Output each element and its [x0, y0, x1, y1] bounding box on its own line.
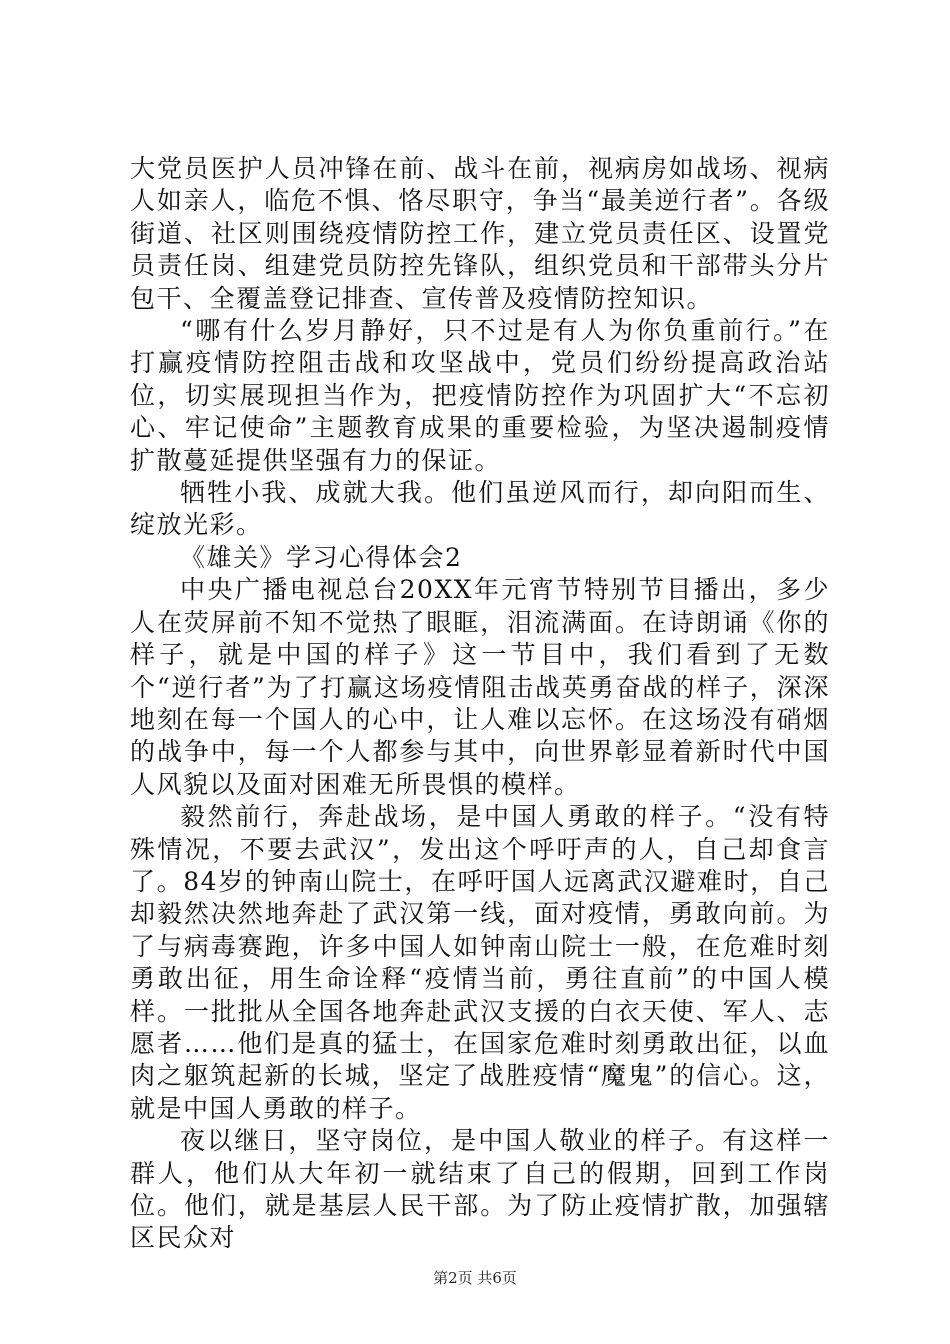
- paragraph-broadcast: 中央广播电视总台20XX年元宵节特别节目播出，多少人在荧屏前不知不觉热了眼眶，泪流满面。在诗朗诵《你的样子，就是中国的样子》这一节目中，我们看到了无数个“逆行者”为了打赢这场疫情阻击战英勇奋战的样子，深深地刻在每一个国人的心中，让人难以忘怀。在这场没有硝烟的战争中，每一个人都参与其中，向世界彰显着新时代中国人风貌以及面对困难无所畏惧的模样。: [130, 575, 830, 799]
- document-body: [130, 153, 830, 1255]
- paragraph-courage: 毅然前行，奔赴战场，是中国人勇敢的样子。“没有特殊情况，不要去武汉”，发出这个呼吁声的人，自己却食言了。84岁的钟南山院士，在呼吁国人远离武汉避难时，自己却毅然决然地奔赴了武汉第一线，面对疫情，勇敢向前。为了与病毒赛跑，许多中国人如钟南山院士一般，在危难时刻勇敢出征，用生命诠释“疫情当前，勇往直前”的中国人模样。一批批从全国各地奔赴武汉支援的白衣天使、军人、志愿者……他们是真的猛士，在国家危难时刻勇敢出征，以血肉之躯筑起新的长城，坚定了战胜疫情“魔鬼”的信心。这，就是中国人勇敢的样子。: [130, 802, 830, 1123]
- section-heading: 《雄关》学习心得体会2: [180, 542, 463, 572]
- page-footer: 第2页 共6页: [433, 1269, 517, 1287]
- paragraph-sacrifice: 牺牲小我、成就大我。他们虽逆风而行，却向阳而生、绽放光彩。: [130, 478, 830, 540]
- paragraph-continued: 大党员医护人员冲锋在前、战斗在前，视病房如战场、视病人如亲人，临危不惧、恪尽职守，争当“最美逆行者”。各级街道、社区则围绕疫情防控工作，建立党员责任区、设置党员责任岗、组建党员防控先锋队，组织党员和干部带头分片包干、全覆盖登记排查、宣传普及疫情防控知识。: [130, 154, 830, 313]
- paragraph-quote: “哪有什么岁月静好，只不过是有人为你负重前行。”在打赢疫情防控阻击战和攻坚战中，党员们纷纷提高政治站位，切实展现担当作为，把疫情防控作为巩固扩大“不忘初心、牢记使命”主题教育成果的重要检验，为坚决遏制疫情扩散蔓延提供坚强有力的保证。: [130, 316, 830, 475]
- paragraph-dedication: 夜以继日，坚守岗位，是中国人敬业的样子。有这样一群人，他们从大年初一就结束了自己的假期，回到工作岗位。他们，就是基层人民干部。为了防止疫情扩散，加强辖区民众对: [130, 1126, 830, 1253]
